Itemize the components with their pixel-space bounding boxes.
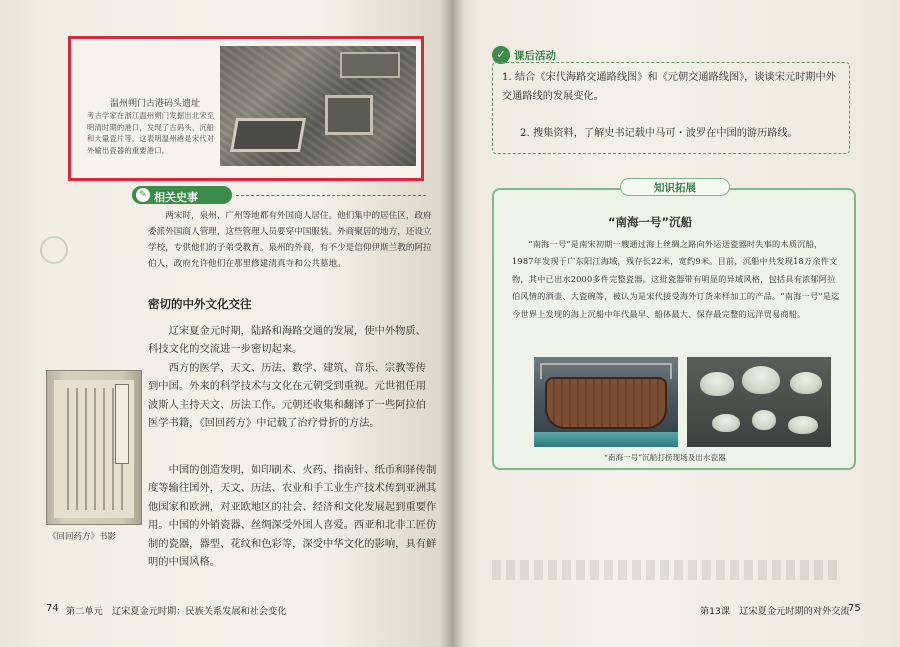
knowledge-text [512, 236, 842, 323]
knowledge-tab-label: 知识拓展 [654, 182, 696, 194]
paragraph: 西方的医学、天文、历法、数学、建筑、音乐、宗教等传到中国。外来的科学技术与文化在元朝受到重视。元世祖任用波斯人主持天文、历法工作。元朝还收集和翻译了一些阿拉伯医学书籍，《回回药方》中记载了治疗骨折的方法。 [148, 361, 427, 430]
porcelain-bowl [712, 414, 740, 432]
photo-caption-title: 温州朔门古港码头遗址 [110, 99, 201, 109]
porcelain-bowl [788, 416, 818, 434]
related-history-label: 相关史事 [154, 191, 198, 204]
porcelain-bowl [752, 410, 776, 430]
pencil-check-icon: ✓ [492, 46, 510, 64]
porcelain-bowl [700, 372, 734, 396]
main-text-upper [148, 322, 435, 432]
photo-caption: “南海一号”沉船打捞现场及出水瓷器 [604, 453, 726, 462]
section-heading: 密切的中外文化交往 [148, 297, 252, 311]
history-book-icon: ✎ [136, 188, 150, 202]
book-caption: 《回回药方》书影 [48, 532, 117, 542]
main-text-lower [148, 461, 440, 571]
paragraph: 辽宋夏金元时期，陆路和海路交通的发展，使中外物质、科技文化的交流进一步密切起来。 [148, 325, 427, 356]
porcelain-bowl [790, 372, 822, 394]
running-footer: 第二单元 辽宋夏金元时期：民族关系发展和社会变化 [66, 606, 287, 617]
photo-detail [230, 118, 306, 152]
photo-caption-body: 考古学家在浙江温州朔门发掘出北宋至明清时期的港口，发现了古码头、沉船和大量瓷片等，这表明温州港是宋代对外输出瓷器的重要港口。 [87, 111, 215, 155]
section-divider [236, 195, 426, 196]
photo-detail [340, 52, 400, 78]
margin-decoration [40, 236, 68, 264]
page-number: 75 [848, 603, 861, 614]
ship-hull [545, 377, 667, 429]
knowledge-heading: “南海一号”沉船 [608, 215, 693, 229]
paragraph: 中国的创造发明，如印刷术、火药、指南针、纸币和驿传制度等输往国外，天文、历法、农业和手工业生产技术传到亚洲其他国家和欧洲，对亚欧地区的社会、经济和文化发展起到重要作用。中国的外销瓷器、丝绸深受外国人喜爱。西亚和北非工匠仿制的瓷器，器型、花纹和色彩等，深受中华文化的影响，具有鲜明的中国风格。 [148, 464, 437, 569]
running-footer: 第13课 辽宋夏金元时期的对外交流 [700, 606, 850, 617]
photo-detail [325, 95, 373, 135]
show-through-text [492, 560, 842, 580]
book-title-slip [115, 384, 129, 464]
activity-title: 课后活动 [514, 50, 556, 62]
related-history-paragraph: 两宋时，泉州、广州等地都有外国商人居住。他们集中的居住区，政府委派外国商人管理，这些管理人员要穿中国服装。外商聚居的地方，还设立学校，专供他们的子弟受教育。泉州的外商，有不少是信仰伊斯兰教的阿拉伯人，政府允许他们在那里修建清真寺和公共墓地。 [148, 211, 432, 269]
knowledge-paragraph: “南海一号”是南宋初期一艘通过海上丝绸之路向外运送瓷器时失事的木质沉船，1987年发现于广东阳江海域，残存长22米，宽约9米。目前，沉船中共发现18万余件文物，其中已出水2000多件完整瓷器。这批瓷器带有明显的异域风格，包括具有浓郁阿拉伯风情的酒壶、大瓷碗等，被认为是宋代接受海外订货来样加工的产品。“南海一号”是迄今世界上发现的海上沉船中年代最早、船体最大、保存最完整的远洋贸易商船。 [512, 239, 840, 319]
page-number: 74 [46, 603, 59, 614]
book-gutter [440, 0, 464, 647]
porcelain-bowl [742, 366, 780, 394]
water [534, 432, 678, 447]
related-history-text [148, 208, 433, 272]
activity-question-2: 2. 搜集资料，了解史书记载中马可・波罗在中国的游历路线。 [520, 128, 798, 139]
activity-question-1: 1. 结合《宋代海路交通路线图》和《元朝交通路线图》，谈谈宋元时期中外交通路线的发展变化。 [502, 72, 836, 102]
